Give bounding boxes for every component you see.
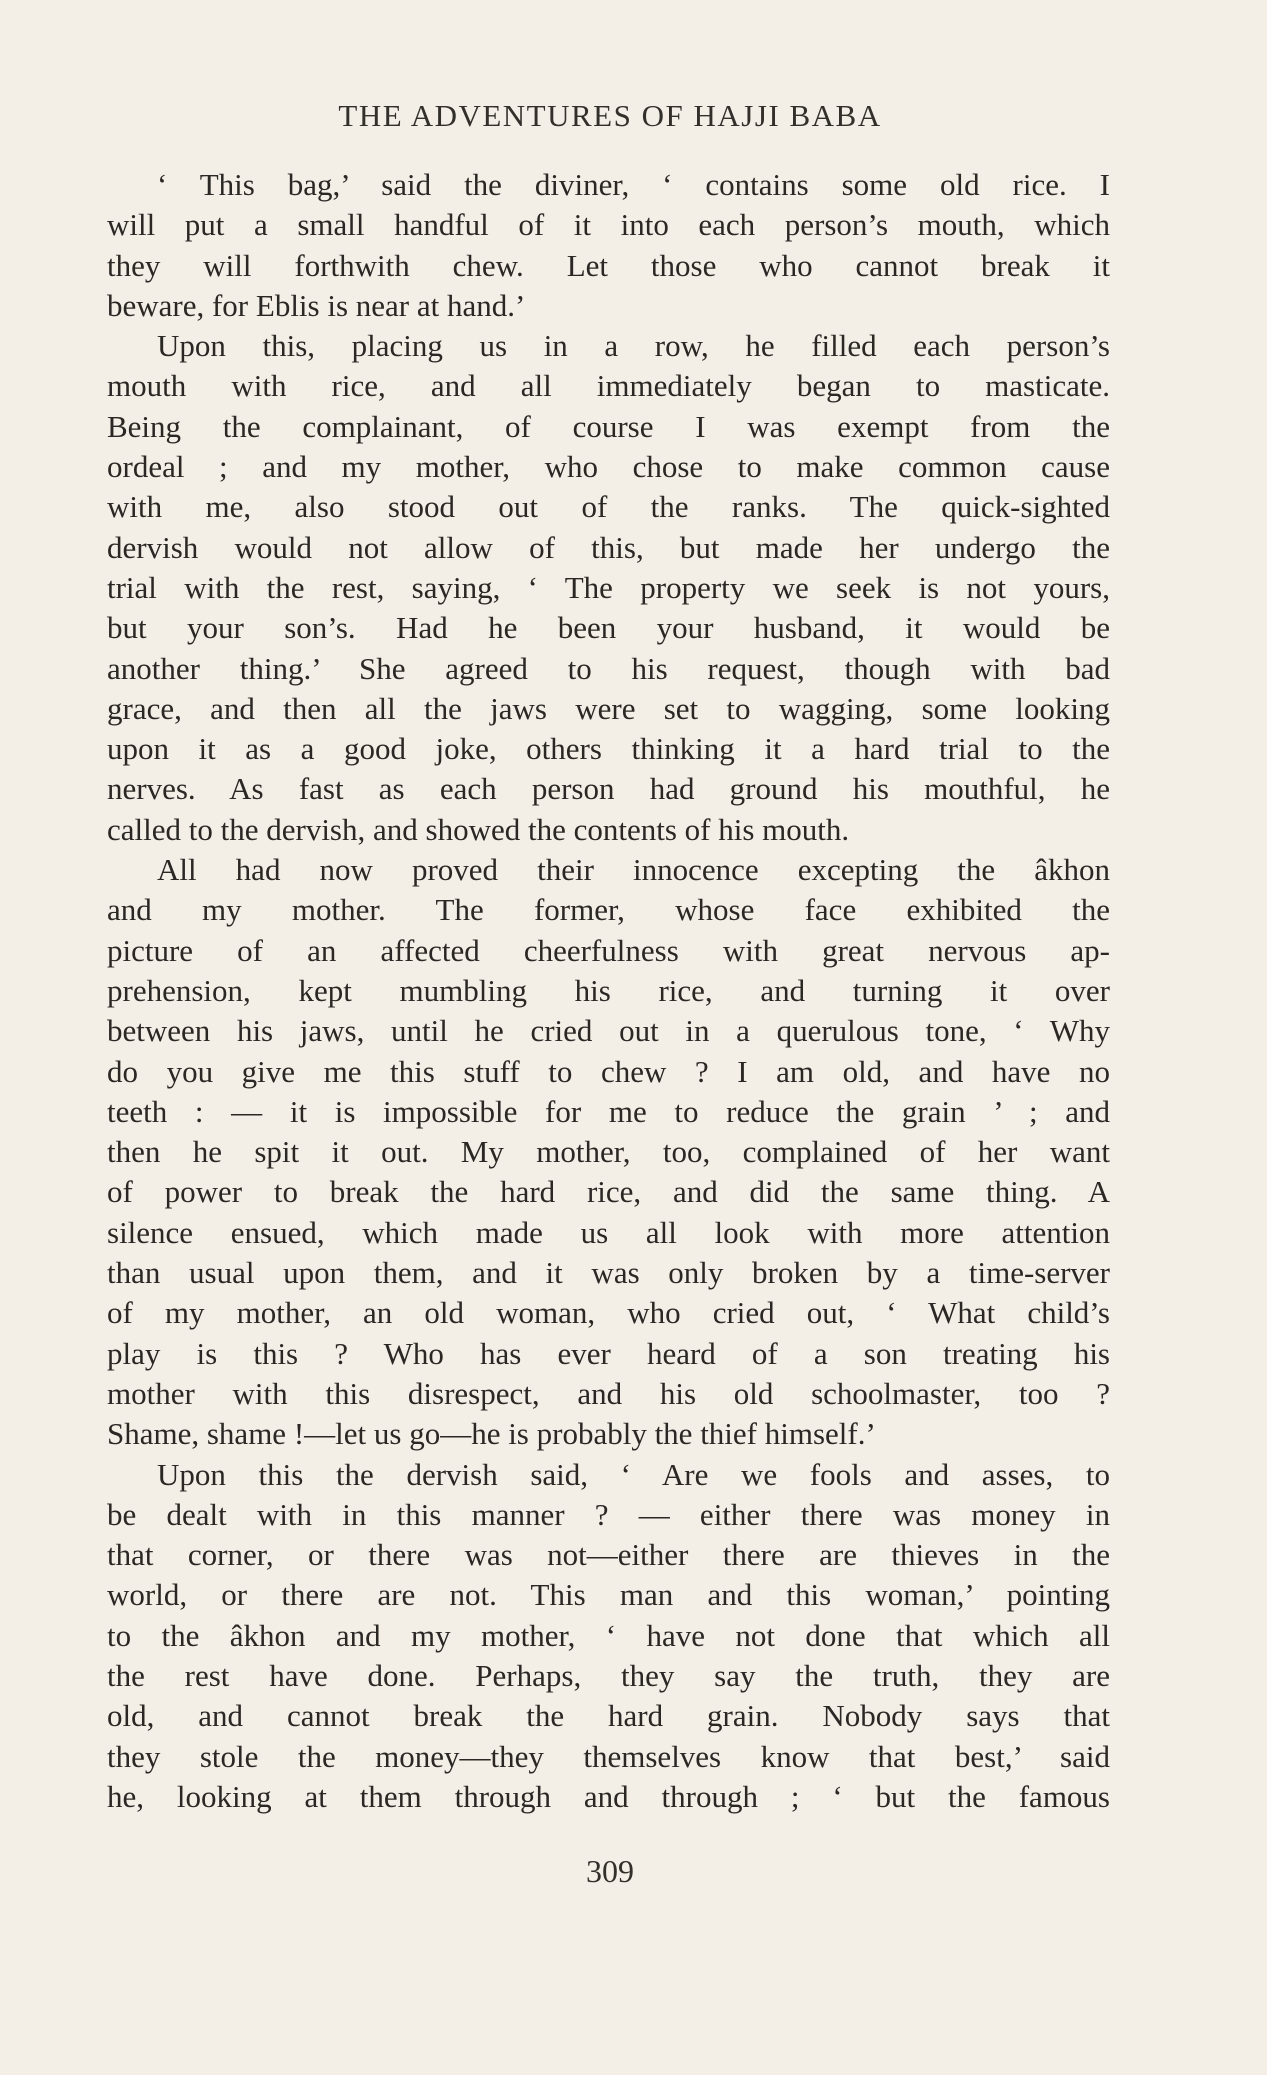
text-line: play is this ? Who has ever heard of a son treating his	[107, 1335, 1110, 1371]
text-line: silence ensued, which made us all look with more attention	[107, 1214, 1110, 1250]
text-line: ‘ This bag,’ said the diviner, ‘ contains some old rice. I	[157, 167, 1110, 202]
text-line: with me, also stood out of the ranks. The quick-sighted	[107, 489, 1110, 525]
text-line: than usual upon them, and it was only broken by a time-server	[107, 1255, 1110, 1291]
text-line: they will forthwith chew. Let those who cannot break it	[107, 247, 1110, 283]
text-line: nerves. As fast as each person had ground his mouthful, he	[107, 771, 1110, 807]
text-line: then he spit it out. My mother, too, complained of her want	[107, 1134, 1110, 1170]
text-line: will put a small handful of it into each person’s mouth, which	[107, 207, 1110, 243]
text-line: that corner, or there was not—either there are thieves in the	[107, 1537, 1110, 1573]
text-line: ordeal ; and my mother, who chose to make common cause	[107, 449, 1110, 485]
text-line: another thing.’ She agreed to his request, though with bad	[107, 650, 1110, 686]
page-number: 309	[586, 1853, 634, 1889]
text-line: beware, for Eblis is near at hand.’	[107, 287, 526, 323]
text-line: Shame, shame !—let us go—he is probably the thief himself.’	[107, 1416, 876, 1452]
text-line: of my mother, an old woman, who cried out, ‘ What child’s	[107, 1295, 1110, 1331]
text-line: to the âkhon and my mother, ‘ have not done that which all	[107, 1617, 1110, 1653]
text-line: the rest have done. Perhaps, they say the truth, they are	[107, 1657, 1110, 1693]
text-line: between his jaws, until he cried out in a querulous tone, ‘ Why	[107, 1013, 1110, 1049]
text-line: be dealt with in this manner ? — either there was money in	[107, 1496, 1110, 1532]
text-line: teeth : — it is impossible for me to reduce the grain ’ ; and	[107, 1093, 1110, 1129]
text-line: old, and cannot break the hard grain. Nobody says that	[107, 1698, 1110, 1734]
text-line: he, looking at them through and through ; ‘ but the famous	[107, 1778, 1110, 1814]
text-line: and my mother. The former, whose face exhibited the	[107, 892, 1110, 928]
text-line: mouth with rice, and all immediately began to masticate.	[107, 368, 1110, 404]
body-text	[107, 165, 1110, 1817]
text-line: All had now proved their innocence excepting the âkhon	[157, 852, 1110, 888]
text-line: of power to break the hard rice, and did the same thing. A	[107, 1174, 1110, 1210]
text-line: upon it as a good joke, others thinking it a hard trial to the	[107, 731, 1110, 767]
text-line: picture of an affected cheerfulness with great nervous ap-	[107, 932, 1110, 968]
text-line: trial with the rest, saying, ‘ The property we seek is not yours,	[107, 569, 1110, 605]
text-line: called to the dervish, and showed the contents of his mouth.	[107, 811, 850, 847]
text-line: prehension, kept mumbling his rice, and turning it over	[107, 972, 1110, 1008]
text-line: mother with this disrespect, and his old schoolmaster, too ?	[107, 1375, 1110, 1411]
text-line: Upon this the dervish said, ‘ Are we fools and asses, to	[157, 1456, 1110, 1492]
text-line: they stole the money—they themselves know that best,’ said	[107, 1738, 1110, 1774]
text-line: dervish would not allow of this, but made her undergo the	[107, 529, 1110, 565]
text-line: world, or there are not. This man and this woman,’ pointing	[107, 1577, 1110, 1613]
text-line: grace, and then all the jaws were set to wagging, some looking	[107, 690, 1110, 726]
text-line: Upon this, placing us in a row, he filled each person’s	[157, 328, 1110, 364]
text-line: do you give me this stuff to chew ? I am old, and have no	[107, 1053, 1110, 1089]
text-line: but your son’s. Had he been your husband, it would be	[107, 610, 1110, 646]
running-head: THE ADVENTURES OF HAJJI BABA	[338, 98, 882, 133]
text-line: Being the complainant, of course I was exempt from the	[107, 408, 1110, 444]
